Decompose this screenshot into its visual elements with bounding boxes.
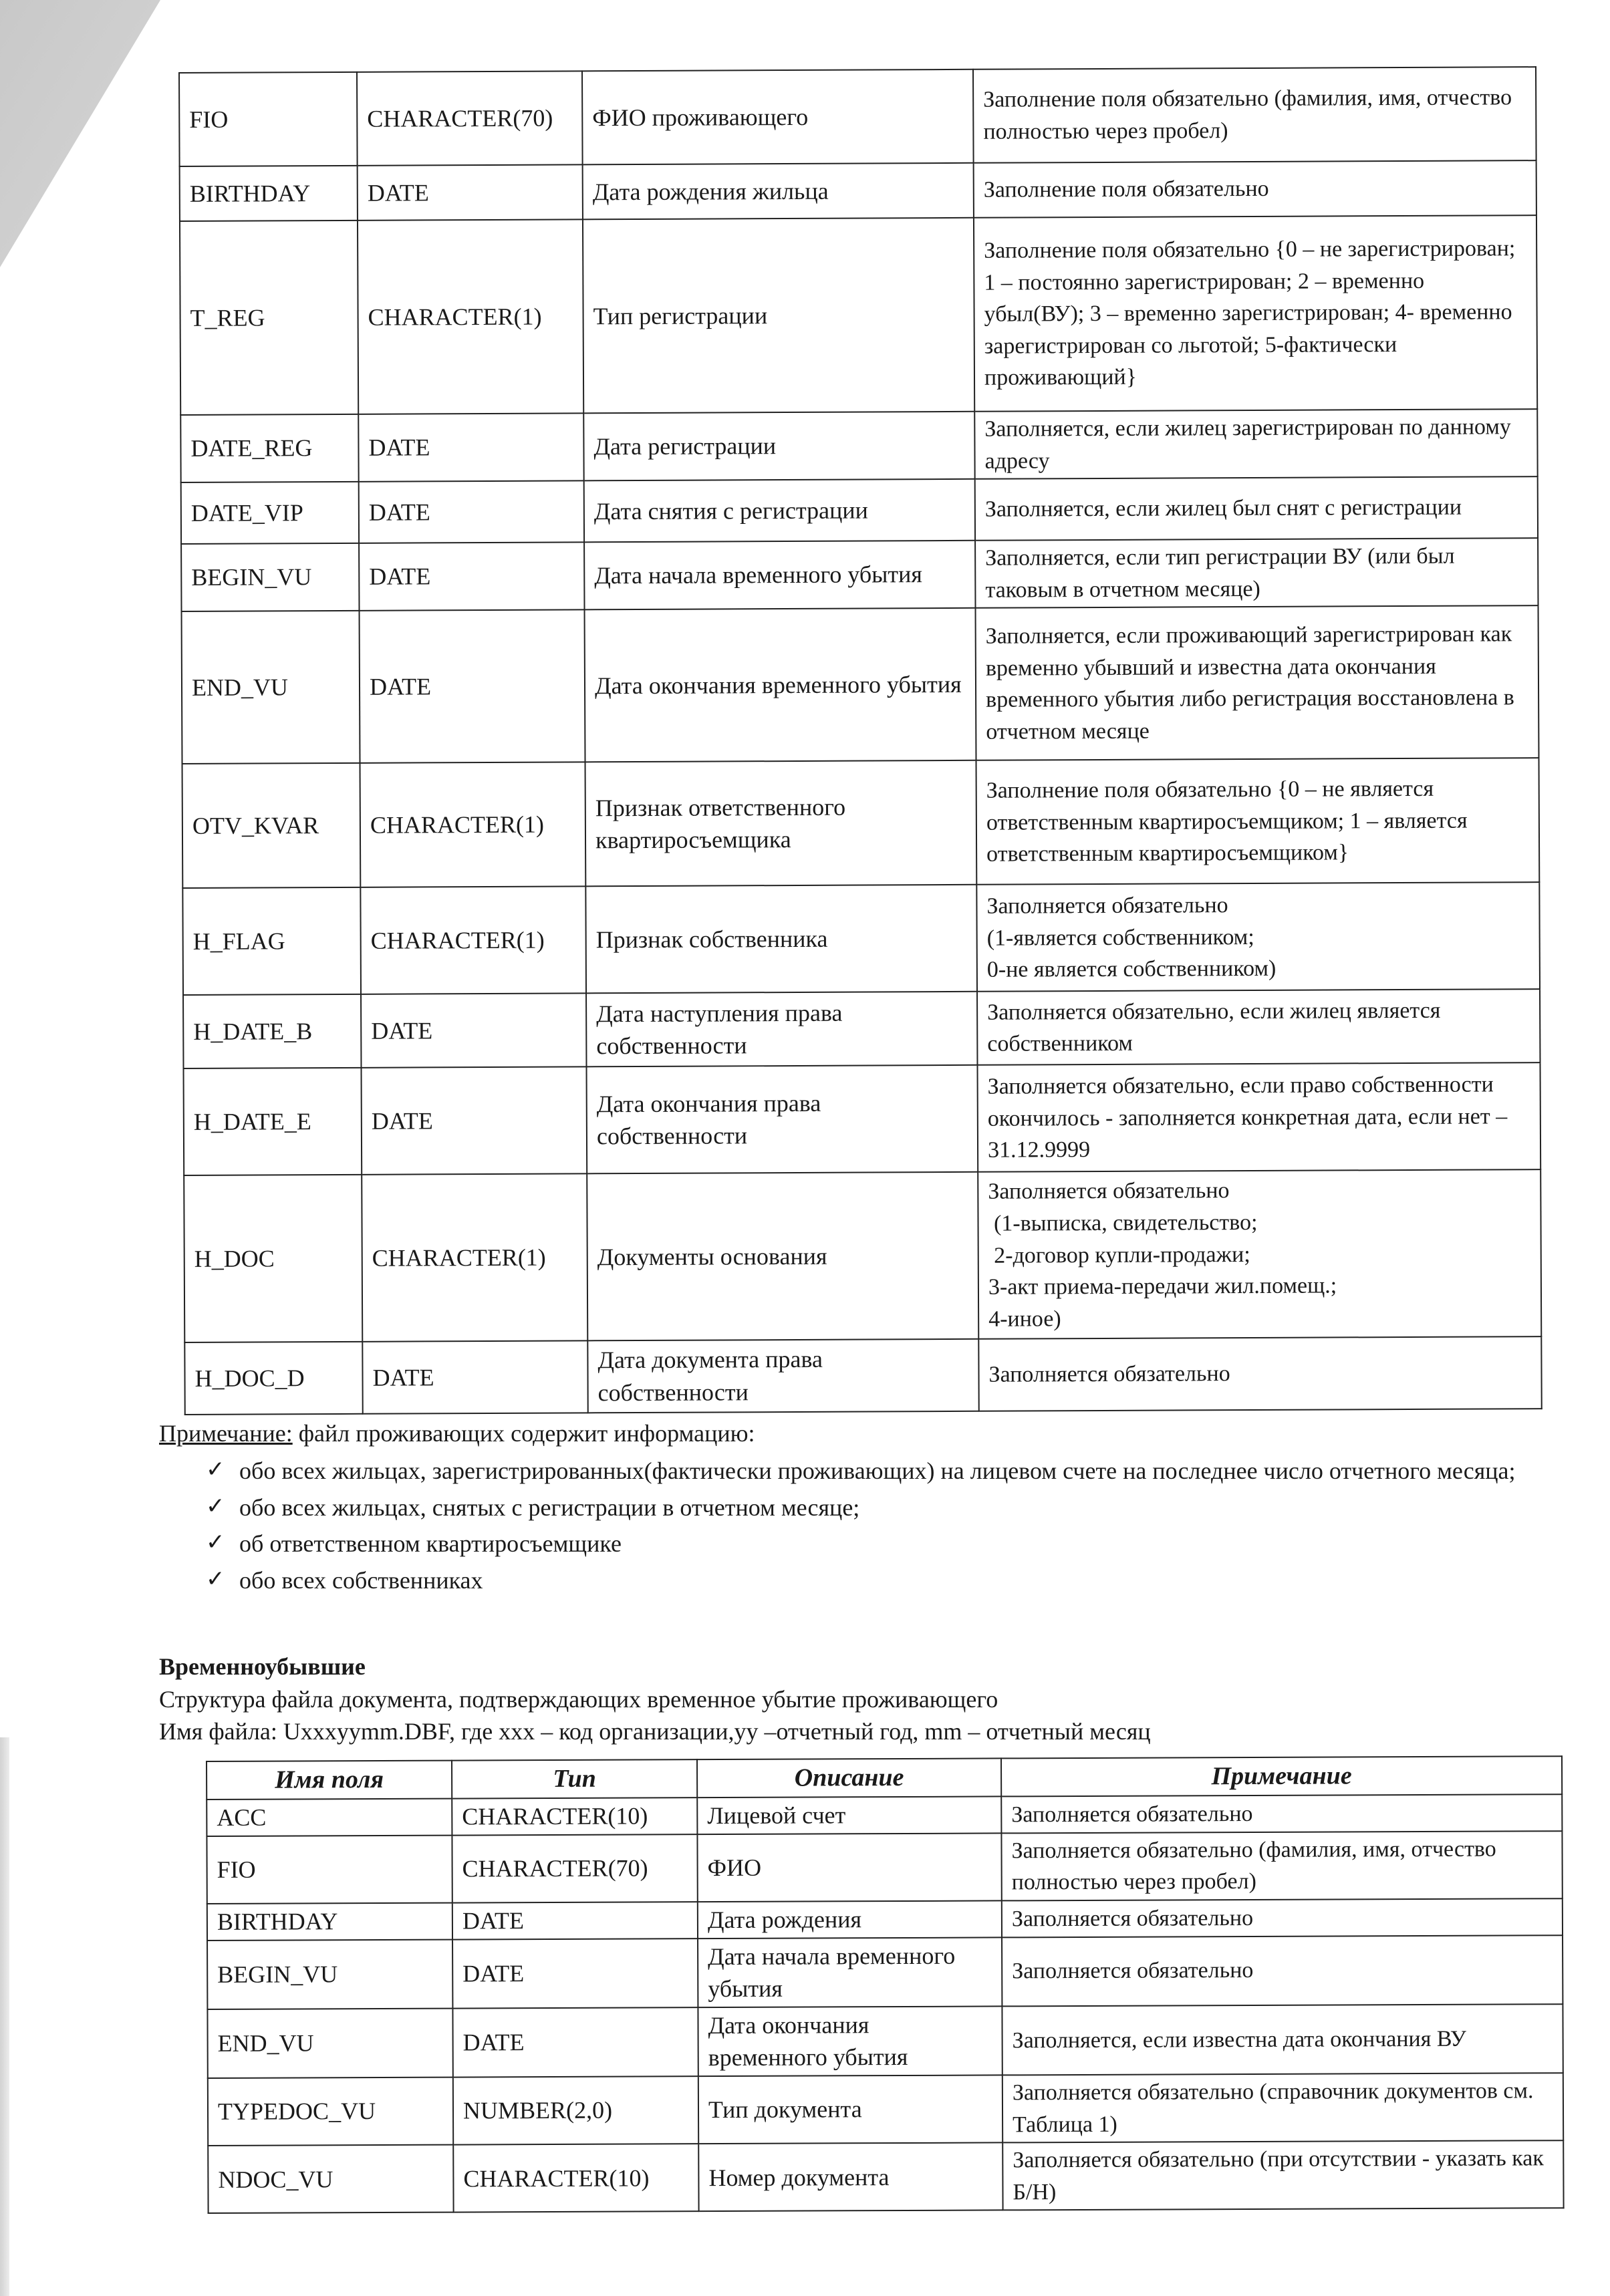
checkmark-icon: ✓	[206, 1529, 225, 1556]
field-name-cell: DATE_VIP	[181, 482, 359, 544]
field-name-cell: FIO	[207, 1835, 452, 1904]
type-cell: DATE	[452, 1939, 698, 2009]
table-row	[184, 1062, 1541, 1175]
description-cell: ФИО	[697, 1833, 1001, 1902]
table-row	[207, 1935, 1563, 2009]
note-line: 3-акт приема-передачи жил.помещ.;	[988, 1273, 1337, 1300]
field-name-cell: DATE_REG	[180, 414, 358, 482]
temporary-absent-structure-table	[206, 1755, 1565, 2214]
header-field-name: Имя поля	[207, 1761, 452, 1800]
note-cell	[978, 1169, 1541, 1339]
description-cell: Лицевой счет	[697, 1797, 1001, 1834]
table-row	[182, 758, 1540, 889]
temporary-absent-table-body	[207, 1795, 1563, 2214]
field-name-cell: BEGIN_VU	[181, 543, 359, 611]
field-name-cell: OTV_KVAR	[182, 763, 361, 888]
field-name-cell: END_VU	[207, 2008, 452, 2078]
field-name-cell: BEGIN_VU	[207, 1939, 452, 2009]
field-name-cell: T_REG	[180, 221, 358, 415]
note-heading	[159, 1417, 1589, 1450]
note-cell: Заполняется обязательно	[1002, 1935, 1563, 2006]
note-cell: Заполняется, если жилец зарегистрирован по данному адресу	[974, 409, 1537, 479]
note-block	[159, 1417, 1589, 1600]
field-name-cell: BIRTHDAY	[207, 1903, 452, 1941]
note-list	[159, 1454, 1589, 1597]
note-cell: Заполняется обязательно, если жилец является собственником	[977, 990, 1540, 1066]
note-title: Примечание:	[159, 1420, 293, 1447]
field-name-cell: H_DOC_D	[184, 1342, 362, 1414]
table-row	[207, 1831, 1562, 1904]
header-description: Описание	[697, 1758, 1001, 1798]
description-cell: Документы основания	[587, 1172, 978, 1341]
description-cell: Тип документа	[698, 2075, 1002, 2144]
type-cell: NUMBER(2,0)	[453, 2076, 698, 2145]
note-cell	[976, 883, 1540, 992]
type-cell: CHARACTER(1)	[362, 1174, 587, 1342]
field-name-cell: TYPEDOC_VU	[208, 2077, 453, 2146]
description-cell: Дата рождения	[698, 1901, 1002, 1939]
note-item: ✓ обо всех жильцах, зарегистрированных(фактически проживающих) на лицевом счете на последнее число отчетного месяца;	[206, 1454, 1589, 1487]
table-row	[179, 67, 1536, 166]
description-cell: Тип регистрации	[583, 218, 974, 414]
field-name-cell: H_DATE_E	[184, 1068, 362, 1175]
note-line: (1-выписка, свидетельство;	[988, 1209, 1258, 1236]
type-cell: DATE	[359, 543, 584, 611]
note-text: файл проживающих содержит информацию:	[292, 1420, 755, 1447]
type-cell: CHARACTER(10)	[452, 1798, 697, 1835]
description-cell: Признак собственника	[585, 885, 977, 994]
table-row	[207, 2004, 1563, 2078]
table-row	[183, 990, 1540, 1069]
section-title: Временноубывшие	[159, 1653, 366, 1680]
note-line: Заполняется обязательно	[986, 893, 1228, 919]
note-cell: Заполняется обязательно	[978, 1336, 1541, 1411]
note-cell: Заполнение поля обязательно	[974, 160, 1536, 218]
note-line: 2-договор купли-продажи;	[988, 1242, 1250, 1268]
note-cell: Заполняется, если проживающий зарегистрирован как временно убывший и известна дата окончания временного убытия либо регистрация восстановлена в отчетном месяце	[976, 606, 1539, 761]
note-cell: Заполняется обязательно (при отсутствии - указать как Б/Н)	[1002, 2140, 1563, 2210]
table-row	[184, 1169, 1541, 1342]
note-cell: Заполнение поля обязательно (фамилия, имя, отчество полностью через пробел)	[973, 67, 1536, 163]
type-cell: CHARACTER(70)	[357, 71, 583, 165]
type-cell: CHARACTER(1)	[360, 887, 586, 994]
type-cell: CHARACTER(70)	[452, 1834, 697, 1903]
description-cell: Дата регистрации	[583, 412, 974, 481]
type-cell: CHARACTER(10)	[453, 2144, 698, 2212]
checkmark-icon: ✓	[206, 1565, 225, 1592]
description-cell: Дата начала временного убытия	[584, 541, 975, 610]
field-name-cell: H_FLAG	[182, 887, 361, 995]
description-cell: Номер документа	[698, 2143, 1002, 2212]
table-row	[180, 409, 1537, 482]
table-row	[180, 160, 1536, 221]
residents-structure-table	[178, 66, 1542, 1415]
field-name-cell: H_DATE_B	[183, 994, 361, 1068]
table-row	[208, 2073, 1563, 2146]
note-item: ✓ об ответственном квартиросъемщике	[206, 1527, 1589, 1560]
description-cell: ФИО проживающего	[582, 69, 974, 165]
type-cell: DATE	[452, 2007, 698, 2077]
table-header-row	[207, 1756, 1562, 1800]
type-cell: CHARACTER(1)	[358, 219, 583, 414]
temporary-absent-section	[159, 1651, 1589, 1748]
type-cell: DATE	[358, 164, 583, 220]
checkmark-icon: ✓	[206, 1456, 225, 1483]
type-cell: DATE	[452, 1902, 698, 1939]
table-row	[207, 1795, 1562, 1836]
table-row	[182, 606, 1539, 764]
type-cell: DATE	[359, 481, 584, 543]
type-cell: DATE	[358, 413, 583, 482]
table-row	[207, 1898, 1563, 1940]
file-name-line: Имя файла: Uxxxyymm.DBF, где xxx – код организации,yy –отчетный год, mm – отчетный месяц	[159, 1718, 1151, 1745]
note-line: 4-иное)	[988, 1306, 1061, 1332]
description-cell: Дата рождения жильца	[583, 163, 974, 220]
note-line: (1-является собственником;	[986, 924, 1254, 951]
note-item: ✓ обо всех жильцах, снятых с регистрации в отчетном месяце;	[206, 1491, 1589, 1524]
description-cell: Дата окончания права собственности	[587, 1065, 978, 1174]
table-row	[208, 2140, 1563, 2213]
header-type: Тип	[452, 1759, 697, 1799]
scan-shadow-edge	[0, 1737, 9, 2296]
note-cell: Заполняется обязательно (справочник документов см. Таблица 1)	[1002, 2073, 1563, 2142]
scan-shadow-corner	[0, 0, 160, 267]
note-cell: Заполняется, если жилец был снят с регистрации	[975, 476, 1538, 541]
description-cell: Признак ответственного квартиросъемщика	[585, 760, 977, 887]
field-name-cell: FIO	[179, 72, 358, 166]
note-cell: Заполняется обязательно, если право собственности окончилось - заполняется конкретная дата, если нет – 31.12.9999	[977, 1062, 1540, 1172]
description-cell: Дата документа права собственности	[587, 1339, 978, 1413]
table-row	[182, 883, 1540, 996]
table-row	[184, 1336, 1541, 1414]
header-note: Примечание	[1001, 1756, 1562, 1797]
description-cell: Дата окончания временного убытия	[698, 2006, 1002, 2076]
note-cell: Заполнение поля обязательно {0 – не является ответственным квартиросъемщиком; 1 – является ответственным квартиросъемщиком}	[976, 758, 1540, 885]
description-cell: Дата начала временного убытия	[698, 1937, 1002, 2007]
residents-table-body	[179, 67, 1542, 1414]
note-line: Заполняется обязательно	[988, 1178, 1230, 1205]
type-cell: CHARACTER(1)	[360, 762, 586, 887]
checkmark-icon: ✓	[206, 1492, 225, 1520]
description-cell: Дата окончания временного убытия	[585, 608, 976, 762]
note-item: ✓ обо всех собственниках	[206, 1564, 1589, 1597]
note-line: 0-не является собственником)	[986, 956, 1277, 982]
note-cell: Заполняется обязательно	[1002, 1898, 1563, 1937]
field-name-cell: ACC	[207, 1799, 452, 1836]
note-cell: Заполняется обязательно (фамилия, имя, отчество полностью через пробел)	[1001, 1831, 1562, 1900]
table-row	[181, 538, 1538, 611]
note-cell: Заполняется, если известна дата окончания ВУ	[1002, 2004, 1563, 2075]
type-cell: DATE	[362, 1341, 587, 1414]
field-name-cell: NDOC_VU	[208, 2145, 453, 2214]
table-row	[180, 215, 1537, 415]
type-cell: DATE	[361, 994, 586, 1068]
field-name-cell: H_DOC	[184, 1175, 362, 1342]
description-cell: Дата наступления права собственности	[586, 992, 977, 1067]
section-subtitle: Структура файла документа, подтверждающих временное убытие проживающего	[159, 1685, 998, 1713]
note-cell: Заполняется обязательно	[1001, 1795, 1562, 1834]
note-cell: Заполнение поля обязательно {0 – не зарегистрирован; 1 – постоянно зарегистрирован; 2 – временно убыл(ВУ); 3 – временно зарегистрирован; 4- временно зарегистрирован со льготой; 5-фактически проживающий}	[974, 215, 1537, 412]
type-cell: DATE	[362, 1067, 587, 1175]
type-cell: DATE	[360, 610, 585, 763]
note-cell: Заполняется, если тип регистрации ВУ (или был таковым в отчетном месяце)	[975, 538, 1538, 608]
description-cell: Дата снятия с регистрации	[584, 479, 975, 543]
field-name-cell: BIRTHDAY	[180, 166, 358, 221]
field-name-cell: END_VU	[182, 611, 360, 764]
table-row	[181, 476, 1538, 544]
